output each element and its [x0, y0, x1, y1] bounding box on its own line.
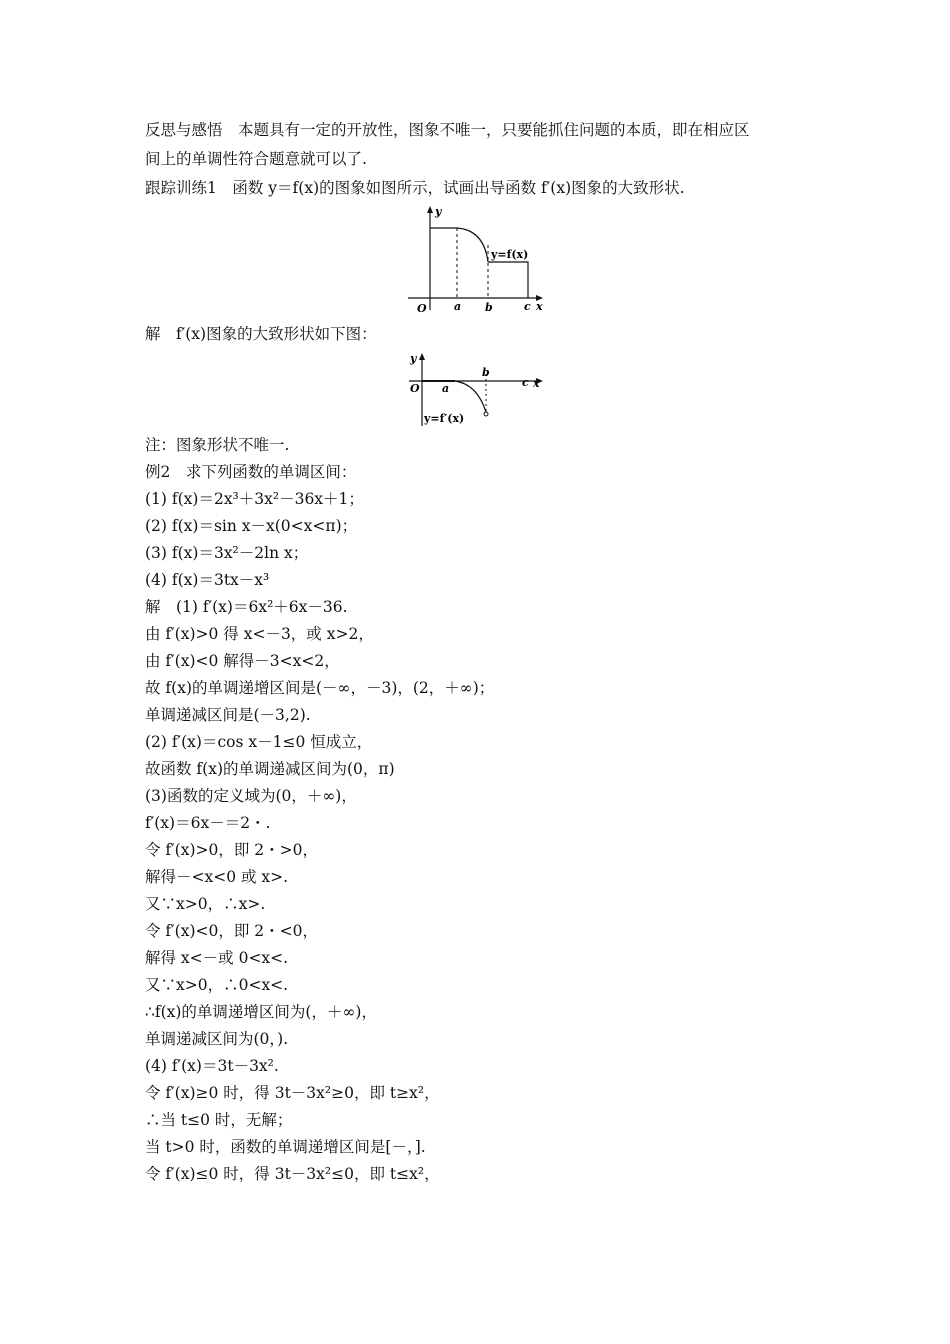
- text-line-4: 解 f′(x)图象的大致形状如下图：: [145, 325, 377, 343]
- text-line-27: 单调递减区间为(0，).: [145, 1030, 289, 1048]
- curve-label: y=f(x): [491, 248, 529, 261]
- text-line-7: (1) f(x)＝2x³＋3x²－36x＋1；: [145, 490, 364, 508]
- text-line-8: (2) f(x)＝sin x－x(0<x<π)；: [145, 517, 358, 535]
- y-label: y: [435, 205, 442, 218]
- tick-b-label: b: [482, 366, 490, 379]
- text-line-15: 单调递减区间是(－3,2).: [145, 706, 311, 724]
- text-line-26: ∴f(x)的单调递增区间为(，＋∞)，: [145, 1003, 377, 1021]
- text-line-13: 由 f′(x)<0 解得－3<x<2，: [145, 652, 340, 670]
- figure-f-prime: [405, 350, 550, 428]
- curve-label: y=f′(x): [424, 412, 465, 425]
- text-line-17: 故函数 f(x)的单调递减区间为(0，π): [145, 760, 395, 778]
- text-line-32: 令 f′(x)≤0 时，得 3t－3x²≤0，即 t≤x²，: [145, 1165, 440, 1183]
- curve-descending: [455, 381, 486, 412]
- text-line-14: 故 f(x)的单调递增区间是(－∞，－3)，(2，＋∞)；: [145, 679, 495, 697]
- curve-segment-1: [430, 228, 488, 262]
- curve-segment-2: [488, 262, 528, 298]
- text-line-6: 例2 求下列函数的单调区间：: [145, 463, 357, 481]
- text-line-12: 由 f′(x)>0 得 x<－3，或 x>2，: [145, 625, 374, 643]
- tick-c-label: c: [522, 376, 529, 389]
- y-axis-arrow: [419, 353, 425, 360]
- origin-label: O: [417, 302, 427, 315]
- tick-a-label: a: [454, 300, 462, 313]
- text-line-5: 注：图象形状不唯一.: [145, 436, 290, 454]
- text-line-29: 令 f′(x)≥0 时，得 3t－3x²≥0，即 t≥x²，: [145, 1084, 440, 1102]
- figure-f: [400, 200, 550, 315]
- tick-b-label: b: [485, 301, 493, 314]
- text-line-19: f′(x)＝6x－＝2・.: [145, 814, 271, 832]
- text-line-28: (4) f′(x)＝3t－3x².: [145, 1057, 279, 1075]
- y-axis-arrow: [427, 206, 433, 213]
- text-line-1: 反思与感悟 本题具有一定的开放性，图象不唯一，只要能抓住问题的本质，即在相应区: [145, 121, 750, 139]
- text-line-31: 当 t>0 时，函数的单调递增区间是[－，].: [145, 1138, 426, 1156]
- text-line-24: 解得 x<－或 0<x<.: [145, 949, 289, 967]
- open-endpoint: [484, 412, 488, 416]
- y-label: y: [410, 352, 417, 365]
- text-line-3: 跟踪训练1 函数 y＝f(x)的图象如图所示，试画出导函数 f′(x)图象的大致形状.: [145, 179, 685, 197]
- text-line-16: (2) f′(x)＝cos x－1≤0 恒成立，: [145, 733, 373, 751]
- text-line-25: 又∵x>0，∴0<x<.: [145, 976, 289, 994]
- tick-a-label: a: [442, 382, 450, 395]
- text-line-23: 令 f′(x)<0，即 2・<0，: [145, 922, 319, 940]
- text-line-22: 又∵x>0，∴x>.: [145, 895, 266, 913]
- text-line-21: 解得－<x<0 或 x>.: [145, 868, 289, 886]
- text-line-9: (3) f(x)＝3x²－2ln x；: [145, 544, 309, 562]
- text-line-30: ∴当 t≤0 时，无解；: [145, 1111, 293, 1129]
- text-line-18: (3)函数的定义域为(0，＋∞)，: [145, 787, 357, 805]
- text-line-2: 间上的单调性符合题意就可以了.: [145, 150, 367, 168]
- text-line-10: (4) f(x)＝3tx－x³: [145, 571, 270, 589]
- x-label: x: [533, 377, 540, 390]
- x-label: x: [536, 300, 543, 313]
- text-line-11: 解 (1) f′(x)＝6x²＋6x－36.: [145, 598, 348, 616]
- tick-c-label: c: [524, 300, 531, 313]
- origin-label: O: [410, 382, 420, 395]
- text-line-20: 令 f′(x)>0，即 2・>0，: [145, 841, 319, 859]
